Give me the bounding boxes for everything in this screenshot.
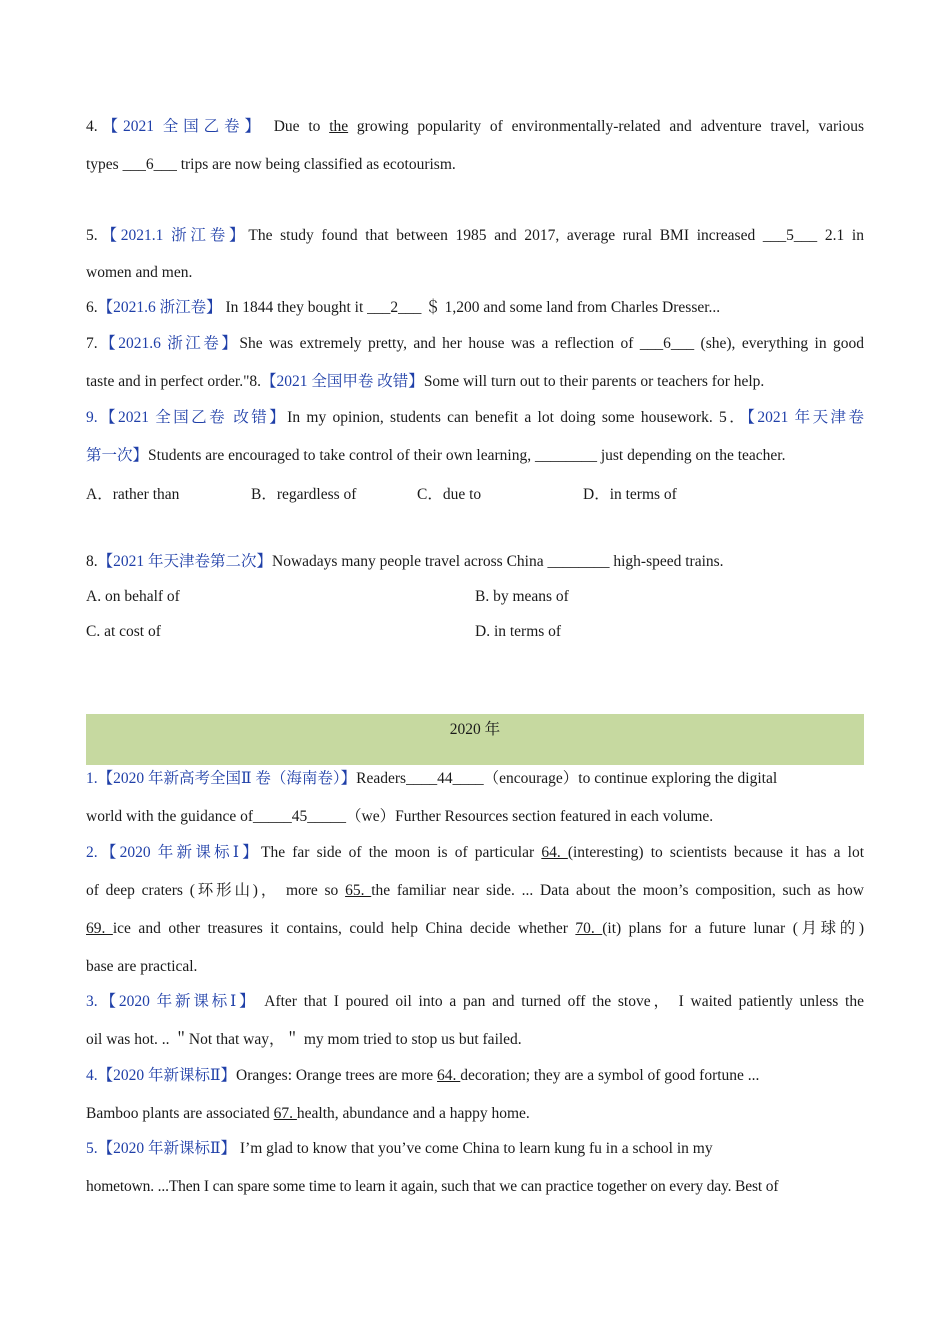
text: of deep craters (环形山)， more so [86,882,346,899]
answer-blank: ___6___ [122,156,177,173]
text: I’m glad to know that you’ve come China to learn kung fu in a school in my [236,1140,713,1157]
item-number: 3. [86,993,98,1010]
text: In 1844 they bought it [221,299,368,316]
answer-blank: 65. [345,882,372,899]
q4-2021-line2 [86,155,864,175]
item-number: 4. [86,118,98,135]
source-tag: 【2020 年新课标Ⅰ】 [97,993,258,1010]
text: Some will turn out to their parents or teachers for help. [423,373,765,390]
source-tag: 【2020 年新课标Ⅰ】 [97,844,261,861]
source-tag: 【2021 全国乙卷 改错】 [97,409,288,426]
q5-2021-line1 [86,226,864,246]
section-header-2020 [86,714,864,765]
q1-2020-line2 [86,807,864,827]
text: Students are encouraged to take control of their own learning, ________ just depending on the teacher. [148,447,786,464]
item-number: 5. [86,227,98,244]
text: In my opinion, students can benefit a lot doing some housework. 5． [287,409,748,426]
text: After that I poured oil into a pan and turned off the stove， I waited patiently unless the [257,993,864,1010]
answer-blank: ___5___ [762,227,818,244]
source-tag: 【2020 年新课标Ⅱ】 [97,1067,237,1084]
text: growing popularity of environmentally-related and adventure travel, various [348,118,864,135]
q4-2021-line1 [86,117,864,137]
answer-blank: ____44____ [406,770,484,787]
text: the familiar near side. ... Data about the moon’s composition, such as how [371,882,864,899]
answer-blank: 64. [437,1067,461,1084]
text: （encourage）to continue exploring the digital [483,770,778,787]
answer-blank: 64. [541,844,568,861]
item-number: 5. [86,1140,98,1157]
q4-2020-line1 [86,1066,864,1086]
source-tag: 【2020 年新高考全国Ⅱ 卷（海南卷）】 [97,770,357,787]
q2-2020-line2 [86,881,864,901]
text: Nowadays many people travel across China ________ high-speed trains. [272,553,724,570]
source-tag: 【2021 年天津卷第二次】 [97,553,273,570]
text: decoration; they are a symbol of good fortune ... [460,1067,760,1084]
item-number: 9. [86,409,98,426]
source-tag: 【2021 年天津卷 [747,409,864,426]
option-d: D．in terms of [583,486,677,503]
text: Bamboo plants are associated [86,1105,274,1122]
q2-2020-line1 [86,843,864,863]
source-tag: 【2021.1 浙江卷】 [97,227,249,244]
text: types [86,156,123,173]
source-tag: 【2021 全国甲卷 改错】 [261,373,424,390]
q7-2021-line1 [86,334,864,354]
source-tag: 【2021.6 浙江卷】 [97,335,240,352]
source-tag: 【2020 年新课标Ⅱ】 [97,1140,237,1157]
q5-2020-line1 [86,1139,864,1159]
source-tag: 第一次】 [86,447,149,464]
source-tag: 【2021 全国乙卷】 [97,118,265,135]
text: （we）Further Resources section featured in each volume. [346,808,714,825]
item-number: 6. [86,299,98,316]
q8-2021-line [86,552,864,572]
q6-2021-line [86,298,864,318]
item-number: 8. [86,553,98,570]
item-number: 1. [86,770,98,787]
option-a: A．rather than [86,486,180,503]
item-number: 4. [86,1067,98,1084]
q9-2021-line2 [86,446,864,466]
answer-blank: 67. [273,1105,297,1122]
q4-2020-line2 [86,1104,864,1124]
q3-2020-line1 [86,992,864,1012]
text: taste and in perfect order."8. [86,373,262,390]
text: The far side of the moon is of particular [261,844,542,861]
q2-2020-line3 [86,919,864,939]
answer-blank: ___6___ [639,335,695,352]
item-number: 2. [86,844,98,861]
text: Readers [356,770,407,787]
text: She was extremely pretty, and her house was a reflection of [239,335,640,352]
text: Oranges: Orange trees are more [236,1067,438,1084]
text: 2.1 in [817,227,864,244]
answer-blank: 70. [575,920,603,937]
text: (it) plans for a future lunar (月球的) [602,920,865,937]
q3-2020-line2: oil was hot. .. ＂Not that way，＂ my mom tried to stop us but failed. [86,1031,522,1048]
text: world with the guidance of [86,808,254,825]
section-title: 2020 年 [449,721,501,738]
q9-2021-line1 [86,408,864,428]
q5-2021-line2: women and men. [86,264,193,281]
text: Due to [264,118,330,135]
option-d: D. in terms of [475,623,562,640]
q2-2020-line4: base are practical. [86,958,198,975]
text: (she), everything in good [694,335,864,352]
option-b: B．regardless of [251,486,357,503]
answer-blank: ___2___ [367,299,422,316]
option-b: B. by means of [475,588,569,605]
text: ice and other treasures it contains, could help China decide whether [112,920,576,937]
source-tag: 【2021.6 浙江卷】 [97,299,222,316]
option-a: A. on behalf of [86,588,180,605]
option-c: C．due to [417,486,482,503]
underlined-word: the [329,118,349,135]
text: ＄ 1,200 and some land from Charles Dresser... [421,299,721,316]
text: (interesting) to scientists because it has a lot [567,844,865,861]
answer-blank: _____45_____ [253,808,347,825]
answer-blank: 69. [86,920,113,937]
q5-2020-line2: hometown. ...Then I can spare some time to learn it again, such that we can practice together on every day. Best of [86,1178,779,1195]
text: trips are now being classified as ecotourism. [176,156,456,173]
text: The study found that between 1985 and 2017, average rural BMI increased [248,227,763,244]
option-c: C. at cost of [86,623,161,640]
q7-2021-line2 [86,372,864,392]
item-number: 7. [86,335,98,352]
q1-2020-line1 [86,769,864,789]
text: health, abundance and a happy home. [296,1105,530,1122]
